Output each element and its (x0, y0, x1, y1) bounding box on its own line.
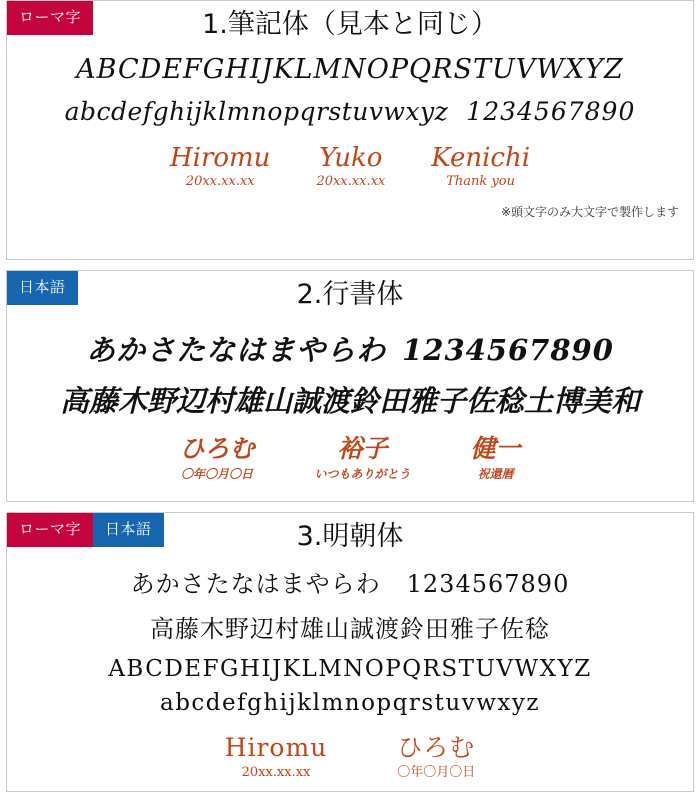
panel-2-tag-group (7, 271, 78, 305)
tag-romaji: ローマ字 (7, 513, 93, 547)
panel-1-title: 1.筆記体（見本と同じ） (202, 9, 498, 40)
sample-lowercase: abcdefghijklmnopqrstuvwxyz (159, 690, 540, 716)
panel-2-name-examples (21, 436, 679, 481)
name-example (431, 144, 530, 189)
name-example (170, 144, 270, 189)
font-panel-gyosho (6, 270, 694, 502)
sample-lowercase-numbers (21, 97, 679, 126)
panel-1-tag-group (7, 1, 93, 35)
sample-kana: あかさたなはまやらわ (130, 570, 381, 598)
sample-numbers: 1234567890 (466, 97, 636, 126)
name-sub: 20xx.xx.xx (185, 173, 255, 189)
tag-romaji: ローマ字 (7, 1, 93, 35)
panel-3-samples (7, 564, 693, 781)
sample-uppercase: ABCDEFGHIJKLMNOPQRSTUVWXYZ (108, 656, 592, 682)
panel-3-name-examples (21, 734, 679, 781)
sample-numbers: 1234567890 (406, 570, 570, 598)
name-example (316, 144, 385, 189)
tag-japanese: 日本語 (93, 513, 164, 547)
name-main: 裕子 (337, 435, 388, 463)
sample-kanji: 高藤木野辺村雄山誠渡鈴田雅子佐稔 (150, 615, 550, 643)
name-main: Kenichi (431, 143, 531, 173)
sample-numbers: 1234567890 (402, 333, 614, 367)
name-sub: いつもありがとう (314, 466, 411, 481)
name-example (225, 734, 328, 781)
name-main: ひろむ (179, 435, 255, 463)
name-sub: Thank you (446, 173, 515, 189)
sample-lowercase: abcdefghijklmnopqrstuvwxyz (64, 97, 449, 126)
name-main: Hiromu (224, 733, 328, 762)
name-sub: 20xx.xx.xx (241, 764, 311, 780)
panel-3-title: 3.明朝体 (296, 521, 404, 552)
font-panel-script (6, 0, 694, 260)
name-example (179, 436, 254, 481)
panel-1-name-examples (21, 144, 679, 189)
name-sub: 〇年〇月〇日 (180, 466, 253, 481)
name-main: Hiromu (169, 143, 271, 173)
sample-kana: あかさたなはまやらわ (86, 333, 387, 367)
panel-2-title: 2.行書体 (296, 279, 404, 310)
panel-2-samples (7, 328, 693, 481)
font-panel-mincho (6, 512, 694, 792)
sample-kana-numbers (21, 328, 679, 369)
panel-1-note: ※頭文字のみ大文字で製作します (500, 204, 679, 219)
sample-kana-numbers (21, 564, 679, 599)
name-example (314, 436, 410, 481)
name-main: Yuko (319, 143, 383, 173)
name-example (471, 436, 521, 481)
name-main: 健一 (470, 435, 521, 463)
sample-kanji: 高藤木野辺村雄山誠渡鈴田雅子佐稔土博美和 (59, 384, 640, 418)
sample-uppercase: ABCDEFGHIJKLMNOPQRSTUVWXYZ (76, 54, 624, 85)
panel-1-samples (7, 54, 693, 189)
name-main: ひろむ (397, 733, 476, 762)
tag-japanese: 日本語 (7, 271, 78, 305)
name-example (397, 734, 475, 781)
name-sub: 〇年〇月〇日 (397, 764, 476, 780)
panel-3-tag-group (7, 513, 164, 547)
name-sub: 20xx.xx.xx (316, 173, 386, 189)
name-sub: 祝還暦 (477, 466, 514, 481)
